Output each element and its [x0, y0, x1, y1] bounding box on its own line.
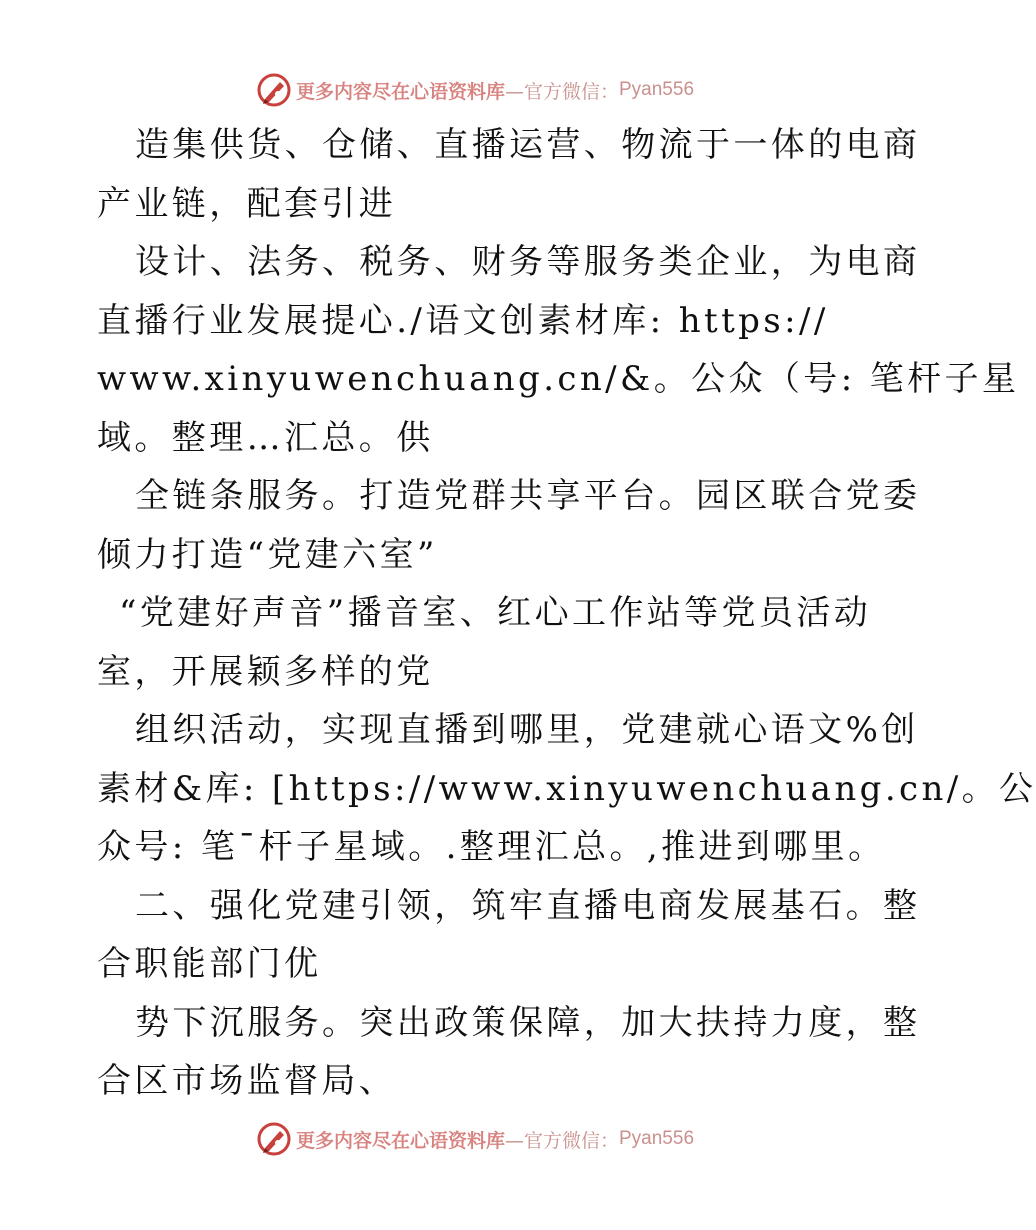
- text-line: www.xinyuwenchuang.cn/&。公众（号: 笔杆子星: [97, 359, 1020, 399]
- watermark-main-text: 更多内容尽在心语资料库: [295, 80, 505, 103]
- watermark-id-text: Pyan556: [619, 79, 695, 100]
- text-line: 域。整理…汇总。供: [97, 417, 434, 458]
- text-line: 素材&库: [https://www.xinyuwenchuang.cn/。公: [97, 768, 1036, 809]
- text-line: 设计、法务、税务、财务等服务类企业，为电商: [135, 242, 921, 282]
- text-line: 全链条服务。打造党群共享平台。园区联合党委: [135, 476, 921, 516]
- text-line: 合区市场监督局、: [97, 1061, 397, 1101]
- pen-logo-icon: [256, 1121, 292, 1157]
- document-body: [97, 116, 1036, 1111]
- footer-watermark: [0, 1119, 950, 1159]
- text-line: 二、强化党建引领，筑牢直播电商发展基石。整: [135, 885, 921, 926]
- watermark-separator-text: —官方微信：: [504, 1129, 619, 1152]
- header-watermark: [0, 70, 950, 110]
- text-line: “党建好声音”播音室、红心工作站等党员活动: [119, 593, 872, 633]
- text-line: 组织活动，实现直播到哪里，党建就心语文%创: [135, 710, 919, 750]
- text-line: 倾力打造“党建六室”: [97, 534, 438, 575]
- text-line: 造集供货、仓储、直播运营、物流于一体的电商: [135, 125, 921, 165]
- watermark-main-text: 更多内容尽在心语资料库: [295, 1129, 505, 1152]
- watermark-separator-text: —官方微信：: [504, 80, 619, 103]
- text-line: 室，开展颖多样的党: [97, 651, 434, 692]
- pen-logo-icon: [256, 72, 292, 108]
- text-line: 合职能部门优: [97, 944, 322, 984]
- watermark-id-text: Pyan556: [619, 1128, 695, 1149]
- text-line: 众号: 笔¯杆子星域。.整理汇总。,推进到哪里。: [97, 827, 886, 867]
- text-line: 势下沉服务。突出政策保障，加大扶持力度，整: [135, 1002, 921, 1043]
- text-line: 直播行业发展提心./语文创素材库: https://: [97, 300, 829, 341]
- text-line: 产业链，配套引进: [97, 183, 397, 224]
